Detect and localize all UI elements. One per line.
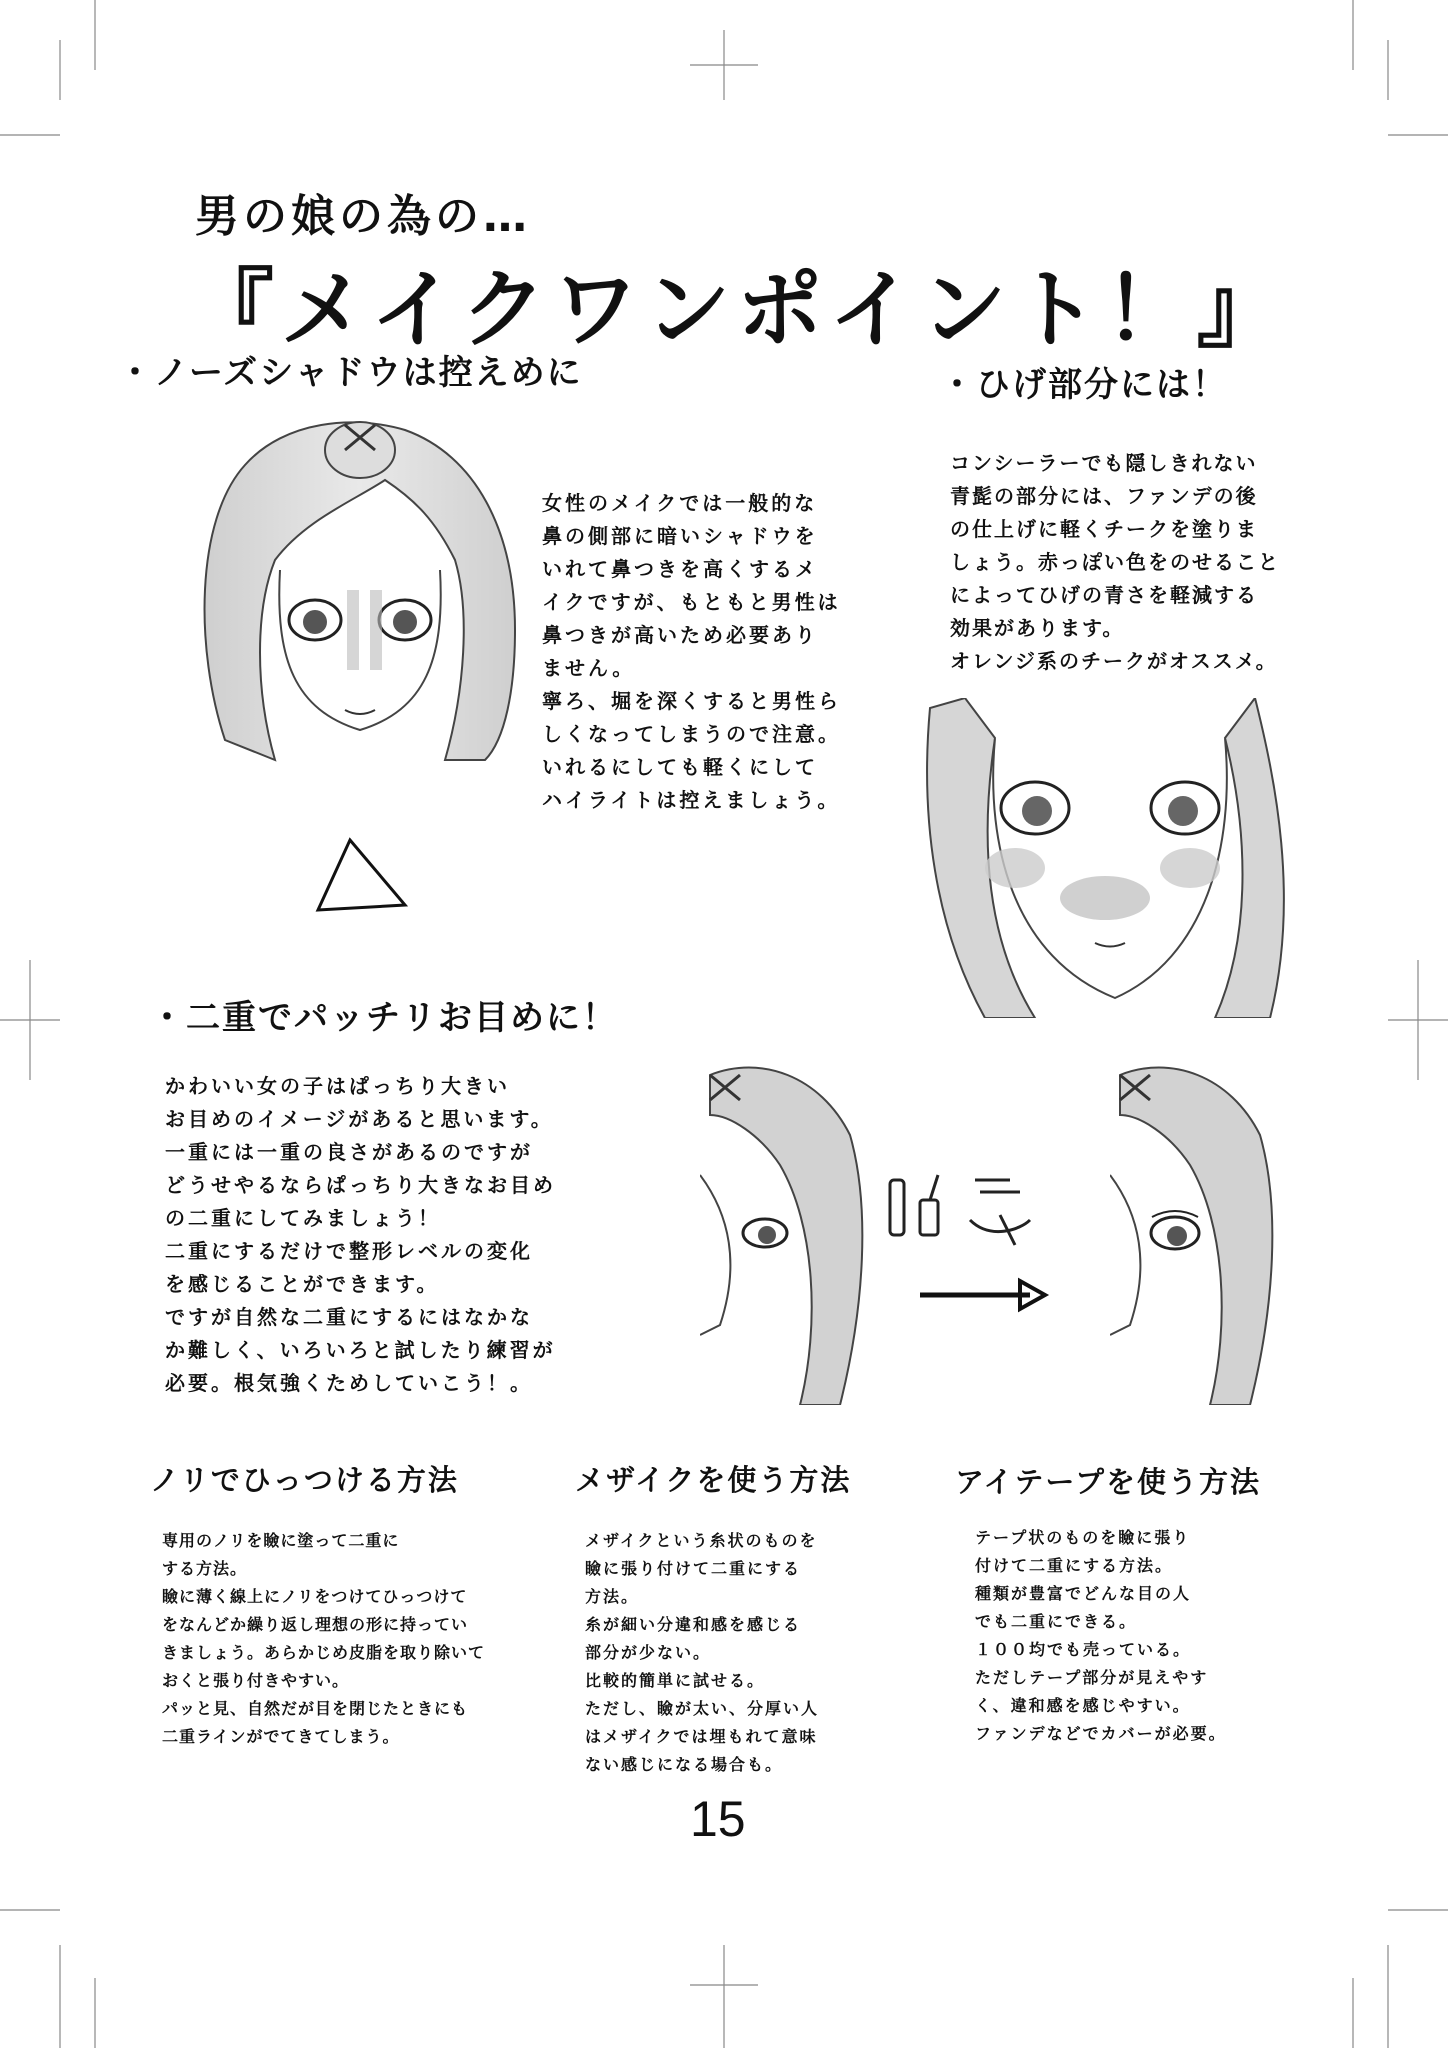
eyes-text: かわいい女の子はぱっちり大きい お目めのイメージがあると思います。 一重には一重の良さがあるのですが どうせやるならぱっちり大きなお目め の二重にしてみましょう！ 二重にするだけで整形レベルの変化 を感じることができます。 ですが自然な二重にするにはなかな か難しく、いろいろと試したり練習が 必要。根気強くためしていこう！。 xyxy=(165,1074,556,1395)
eyes-heading: ・二重でパッチリお目めに！ xyxy=(150,998,618,1038)
face-before-illustration xyxy=(700,1055,870,1405)
method-eyetape-text: テープ状のものを瞼に張り 付けて二重にする方法。 種類が豊富でどんな目の人 でも二重にできる。 １００均でも売っている。 ただしテープ部分が見えやす く、違和感を感じやすい。 ファンデなどでカバーが必要。 xyxy=(975,1528,1227,1743)
face-illustration-blush xyxy=(925,698,1300,1018)
page-subtitle: 男の娘の為の… xyxy=(195,191,531,242)
method-glue-text: 専用のノリを瞼に塗って二重に する方法。 瞼に薄く線上にノリをつけてひっつけて をなんどか繰り返し理想の形に持ってい きましょう。あらかじめ皮脂を取り除いて おくと張り付きやすい。 パッと見、自然だが目を閉じたときにも 二重ラインがでてきてしまう。 xyxy=(162,1531,486,1746)
nose-shadow-text: 女性のメイクでは一般的な 鼻の側部に暗いシャドウを いれて鼻つきを高くするメ イクですが、もともと男性は 鼻つきが高いため必要あり ません。 寧ろ、堀を深くすると男性ら しくなってしまうので注意。 いれるにしても軽くにして ハイライトは控えましょう。 xyxy=(542,491,841,812)
beard-text: コンシーラーでも隠しきれない 青髭の部分には、ファンデの後 の仕上げに軽くチークを塗りま しょう。赤っぽい色をのせること によってひげの青さを軽減する 効果があります。 オレンジ系のチークがオススメ。 xyxy=(950,451,1280,673)
arrow-right-icon xyxy=(915,1275,1055,1315)
face-after-illustration xyxy=(1110,1055,1285,1405)
beard-heading: ・ひげ部分には！ xyxy=(940,365,1228,405)
method-mezaik-text: メザイクという糸状のものを 瞼に張り付けて二重にする 方法。 糸が細い分違和感を感じる 部分が少ない。 比較的簡単に試せる。 ただし、瞼が太い、分厚い人 はメザイクでは埋もれて意味 ない感じになる場合も。 xyxy=(585,1531,820,1774)
method-mezaik-title: メザイクを使う方法 xyxy=(575,1463,852,1497)
triangle-mark-icon xyxy=(310,835,410,915)
method-eyetape-title: アイテープを使う方法 xyxy=(955,1465,1261,1499)
method-glue-title: ノリでひっつける方法 xyxy=(150,1463,459,1497)
nose-shadow-heading: ・ノーズシャドウは控えめに xyxy=(118,353,583,393)
page-title: 『メイクワンポイント！』 xyxy=(188,260,1289,360)
page-number: 15 xyxy=(690,1791,746,1847)
face-illustration-front xyxy=(185,410,535,780)
